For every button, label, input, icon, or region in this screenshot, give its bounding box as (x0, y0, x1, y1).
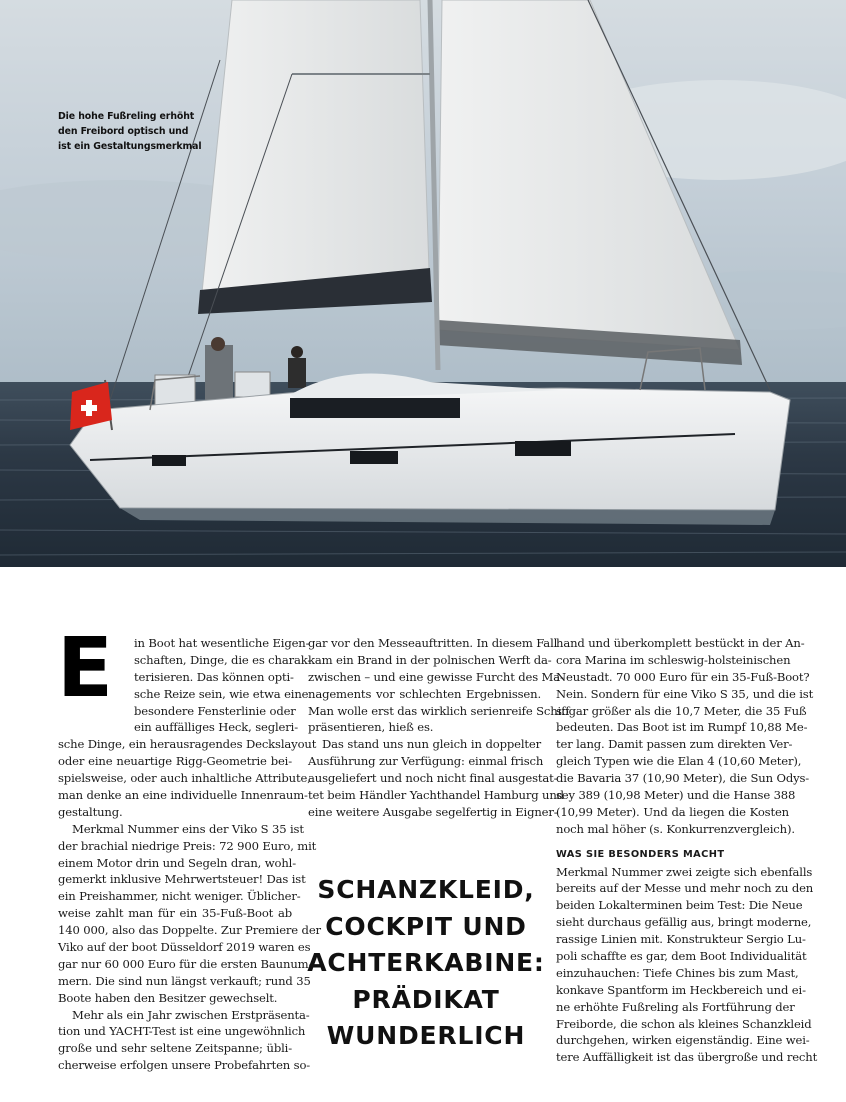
article-column-1 (58, 635, 321, 1074)
text-line: rassige Linien mit. Konstrukteur Sergio Lu- (556, 932, 806, 947)
caption-line: ist ein Gestaltungsmerkmal (58, 141, 202, 152)
text-line: Viko auf der boot Düsseldorf 2019 waren es (58, 940, 311, 955)
text-line: gemerkt inklusive Mehrwertsteuer! Das ist (58, 872, 306, 887)
text-line: tet beim Händler Yachthandel Hamburg und (308, 788, 564, 803)
text-line: (10,99 Meter). Und da liegen die Kosten (556, 804, 789, 819)
text-line: eine weitere Ausgabe segelfertig in Eigner- (308, 804, 558, 819)
text-line: schaften, Dinge, die es charak- (134, 652, 312, 667)
text-line: einem Motor drin und Segeln dran, wohl- (58, 855, 296, 870)
text-line: besondere Fensterlinie oder (134, 703, 296, 718)
text-line: weise zahlt man für ein 35-Fuß-Boot ab (58, 906, 292, 921)
caption-line: Die hohe Fußreling erhöht (58, 111, 195, 122)
text-line: ein auffälliges Heck, segleri- (134, 720, 298, 735)
pull-quote (304, 872, 548, 1055)
text-line: sieht durchaus gefällig aus, bringt moderne, (556, 915, 812, 930)
text-line: man denke an eine individuelle Innenraum- (58, 788, 308, 803)
article-column-3 (556, 635, 818, 1066)
text-line: Das stand uns nun gleich in doppelter (322, 737, 541, 752)
text-line: einzuhauchen: Tiefe Chines bis zum Mast, (556, 965, 799, 980)
text-line: oder eine neuartige Rigg-Geometrie bei- (58, 754, 292, 769)
text-line: beiden Lokalterminen beim Test: Die Neue (556, 898, 803, 913)
text-line: Merkmal Nummer eins der Viko S 35 ist (72, 821, 304, 836)
article-column-2 (308, 635, 570, 821)
text-line: Mehr als ein Jahr zwischen Erstpräsenta- (72, 1007, 310, 1022)
text-line: sogar größer als die 10,7 Meter, die 35 Fuß (556, 703, 807, 718)
text-line: 140 000, also das Doppelte. Zur Premiere der (58, 923, 321, 938)
text-line: gar vor den Messeauftritten. In diesem Fall (308, 636, 558, 650)
text-line: ein Preishammer, nicht weniger. Üblicher- (58, 889, 301, 904)
text-line: durchgehen, wirken eigenständig. Eine wei- (556, 1033, 810, 1048)
text-line: Man wolle erst das wirklich serienreife Schiff (308, 703, 570, 718)
text-line: cherweise erfolgen unsere Probefahrten so- (58, 1058, 311, 1073)
pull-quote-line: PRÄDIKAT (352, 984, 500, 1014)
text-line: ne erhöhte Fußreling als Fortführung der (556, 999, 795, 1014)
text-line: Ausführung zur Verfügung: einmal frisch (308, 754, 544, 769)
text-line: poli schaffte es gar, dem Boot Individualität (556, 949, 807, 964)
text-line: ausgeliefert und noch nicht final ausgestat- (308, 771, 558, 786)
text-line: tere Auffälligkeit ist das übergroße und recht (556, 1050, 818, 1065)
text-line: bedeuten. Das Boot ist im Rumpf 10,88 Me- (556, 720, 808, 735)
text-line: große und sehr seltene Zeitspanne; übli- (58, 1041, 292, 1056)
text-line: Boote haben den Besitzer gewechselt. (58, 990, 278, 1005)
text-line: gar nur 60 000 Euro für die ersten Baunum- (58, 956, 313, 971)
text-line: tion und YACHT-Test ist eine ungewöhnlich (58, 1024, 306, 1039)
text-line: Freiborde, die schon als kleines Schanzkleid (556, 1016, 812, 1031)
text-line: terisieren. Das können opti- (134, 669, 294, 684)
pull-quote-line: SCHANZKLEID, (317, 875, 535, 904)
text-line: cora Marina im schleswig-holsteinischen (556, 652, 791, 667)
caption-line: den Freibord optisch und (58, 126, 189, 137)
pull-quote-line: WUNDERLICH (326, 1021, 526, 1050)
text-line: gestaltung. (58, 804, 123, 819)
text-line: konkave Spantform im Heckbereich und ei- (556, 982, 806, 997)
text-line: spielsweise, oder auch inhaltliche Attribute, (58, 771, 311, 786)
text-line: Merkmal Nummer zwei zeigte sich ebenfalls (556, 864, 813, 879)
text-line: nagements vor schlechten Ergebnissen. (308, 686, 541, 701)
pull-quote-line: COCKPIT UND (325, 911, 527, 941)
text-line: sey 389 (10,98 Meter) und die Hanse 388 (556, 788, 796, 803)
text-line: die Bavaria 37 (10,90 Meter), die Sun Odys- (556, 771, 810, 786)
text-line: ter lang. Damit passen zum direkten Ver- (556, 737, 793, 752)
text-line: der brachial niedrige Preis: 72 900 Euro, mit (58, 838, 317, 853)
text-line: kam ein Brand in der polnischen Werft da- (308, 652, 552, 667)
text-line: in Boot hat wesentliche Eigen- (134, 636, 310, 650)
text-line: präsentieren, hieß es. (308, 720, 434, 735)
text-line: noch mal höher (s. Konkurrenzvergleich). (556, 821, 795, 836)
text-line: Nein. Sondern für eine Viko S 35, und die ist (556, 686, 814, 701)
text-line: Neustadt. 70 000 Euro für ein 35-Fuß-Boot? (556, 669, 810, 684)
photo-caption (58, 109, 218, 154)
text-line: zwischen – und eine gewisse Furcht des Ma- (308, 669, 564, 684)
text-line: gleich Typen wie die Elan 4 (10,60 Meter), (556, 754, 802, 769)
text-line: hand und überkomplett bestückt in der An- (556, 636, 805, 650)
text-line: bereits auf der Messe und mehr noch zu den (556, 881, 814, 896)
section-subhead: WAS SIE BESONDERS MACHT (556, 848, 725, 860)
text-line: mern. Die sind nun längst verkauft; rund 35 (58, 973, 311, 988)
text-line: sche Dinge, ein herausragendes Deckslayout (58, 737, 317, 752)
drop-cap: E (57, 621, 114, 716)
text-line: sche Reize sein, wie etwa eine (134, 686, 309, 701)
pull-quote-line: ACHTERKABINE: (307, 948, 545, 977)
